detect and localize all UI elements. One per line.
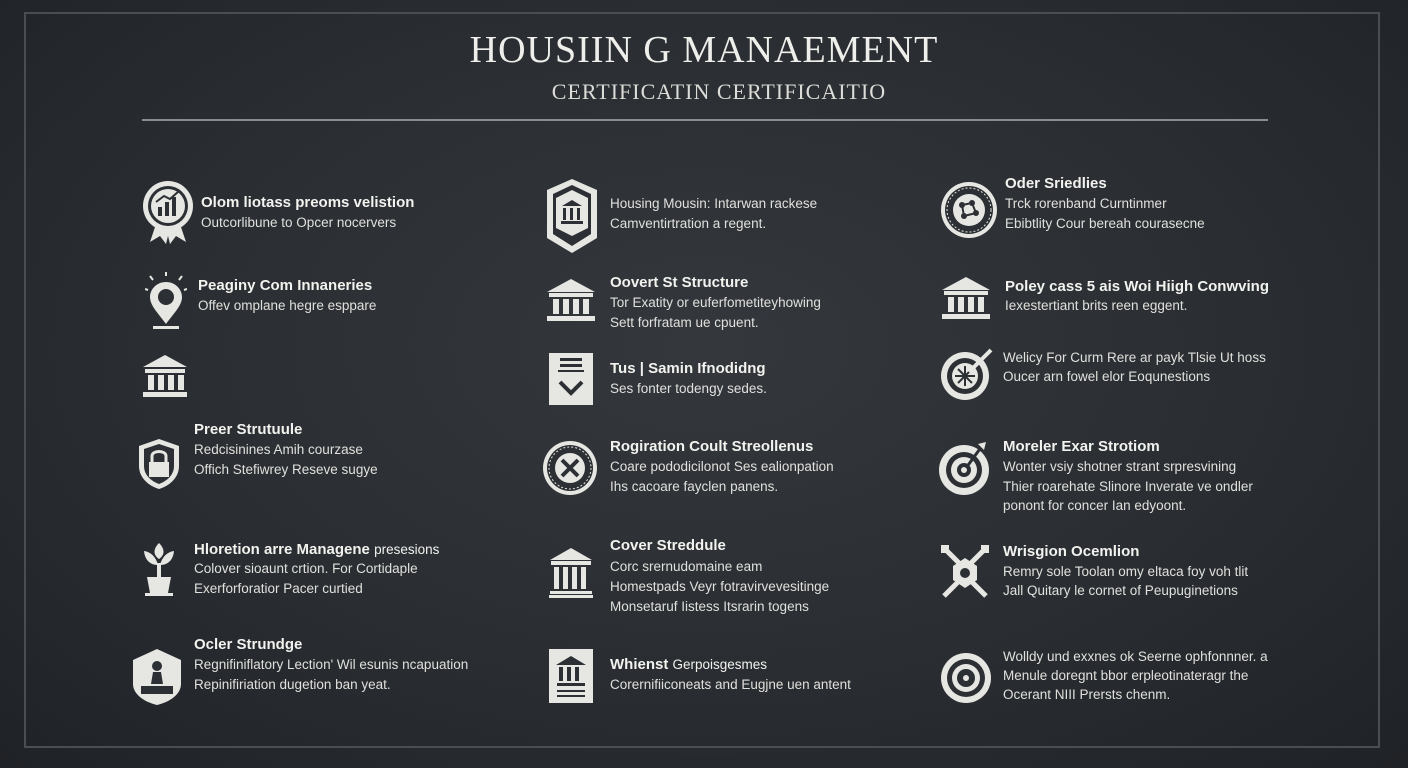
item-heading: Ocler Strundge [194,636,303,653]
cross-seal-icon [542,440,598,496]
item-heading-main: Hloretion arre Managene [194,541,370,558]
item-line: Wonter vsiy shotner strant srpresvining [1003,459,1237,474]
award-chart-icon [140,180,196,246]
location-pin-icon [145,272,187,330]
item-line: Sett forfratam ue cpuent. [610,315,759,330]
bank-icon [941,276,991,320]
item-line: Remry sole Toolan omy eltaca foy voh tlit [1003,564,1249,579]
item-line: Wolldy und exxnes ok Seerne ophfonnner. a [1003,649,1268,664]
bank-icon [546,278,596,322]
checklist-icon [548,352,594,406]
item-line: Homestpads Veyr fotravirvevesitinge [610,579,830,594]
item-line: Outcorlibune to Opcer nocervers [201,215,397,230]
lock-shield-icon [138,438,180,490]
item-heading-suffix: Hiigh Conwving [1155,278,1269,295]
network-seal-icon [940,181,998,239]
item-line: Corc srernudomaine eam [610,559,763,574]
bullseye-icon [938,440,994,496]
badge-icon [130,648,184,706]
target-check-icon [939,346,995,402]
item-heading [1005,277,1269,297]
item-line: Repinifiriation dugetion ban yeat. [194,677,391,692]
item-heading: Wrisgion Ocemlion [1003,543,1140,560]
item-heading: Cover Streddule [610,537,726,554]
item-line: Trck rorenband Curntinmer [1005,196,1167,211]
item-heading: Oovert St Structure [610,274,749,291]
item-line: Camventirtration a regent. [610,216,767,231]
item-heading: Preer Strutuule [194,421,303,438]
item-line: Exerforforatior Pacer curtied [194,581,363,596]
item-line: Ebibtlity Cour bereah courasecne [1005,216,1205,231]
item-line: Redcisinines Amih courzase [194,442,363,457]
item-line: Offich Stefiwrey Reseve sugye [194,462,378,477]
item-line: Ses fonter todengy sedes. [610,381,767,396]
item-heading-suffix: presesions [374,542,440,557]
title-divider [142,119,1268,121]
item-heading: Oder Sriedlies [1005,175,1107,192]
item-line: Thier roarehate Slinore Inverate ve ondler [1003,479,1253,494]
page-title: HOUSIIN G MANAEMENT [469,29,939,71]
plant-icon [141,541,177,597]
item-line: ponont for concer Ian edyoont. [1003,498,1187,513]
item-line: Oucer arn fowel elor Eoqunestions [1003,369,1211,384]
item-heading-suffix: Gerpoisgesmes [672,657,768,672]
item-line: Jall Quitary le cornet of Peupuginetions [1003,583,1238,598]
item-line: Welicy For Curm Rere ar payk Tlsie Ut hoss [1003,350,1266,365]
item-line: Ihs cacoare fayclen panens. [610,479,779,494]
building-doc-icon [548,648,594,704]
item-line: Menule doregnt bbor erpleotinateragr the [1003,668,1249,683]
item-heading: Peaginy Com Innaneries [198,277,373,294]
item-line: Offev omplane hegre esppare [198,298,377,313]
item-heading-main: Poley cass 5 ais Woi [1005,278,1152,295]
item-line: Colover sioaunt crtion. For Cortidaple [194,561,418,576]
gear-tools-icon [940,544,990,600]
item-line: Monsetaruf Iistess Itsrarin togens [610,599,809,614]
vinyl-icon [940,652,992,704]
item-heading: Tus | Samin Ifnodidng [610,360,766,377]
item-heading-main: Whienst [610,656,669,673]
bank-shield-icon [546,178,598,254]
item-line: Housing Mousin: Intarwan rackese [610,196,818,211]
page-subtitle: CERTIFICATIN CERTIFICAITIO [551,79,887,104]
columns-icon [548,547,594,599]
item-line: Ocerant NIII Prersts chenm. [1003,687,1171,702]
bank-icon [142,354,188,398]
item-line: Coare pododicilonot Ses ealionpation [610,459,834,474]
item-line: Tor Exatity or euferfometiteyhowing [610,295,821,310]
item-heading: Moreler Exar Strotiom [1003,438,1160,455]
item-heading: Olom liotass preoms velistion [201,194,415,211]
item-line: Corernifiiconeats and Eugjne uen antent [610,677,851,692]
item-heading: Rogiration Coult Streollenus [610,438,814,455]
item-heading [194,540,439,560]
item-line: Regnifiniflatory Lection' Wil esunis ncapuation [194,657,469,672]
item-line: Iexestertiant brits reen eggent. [1005,298,1188,313]
item-heading [610,655,767,675]
